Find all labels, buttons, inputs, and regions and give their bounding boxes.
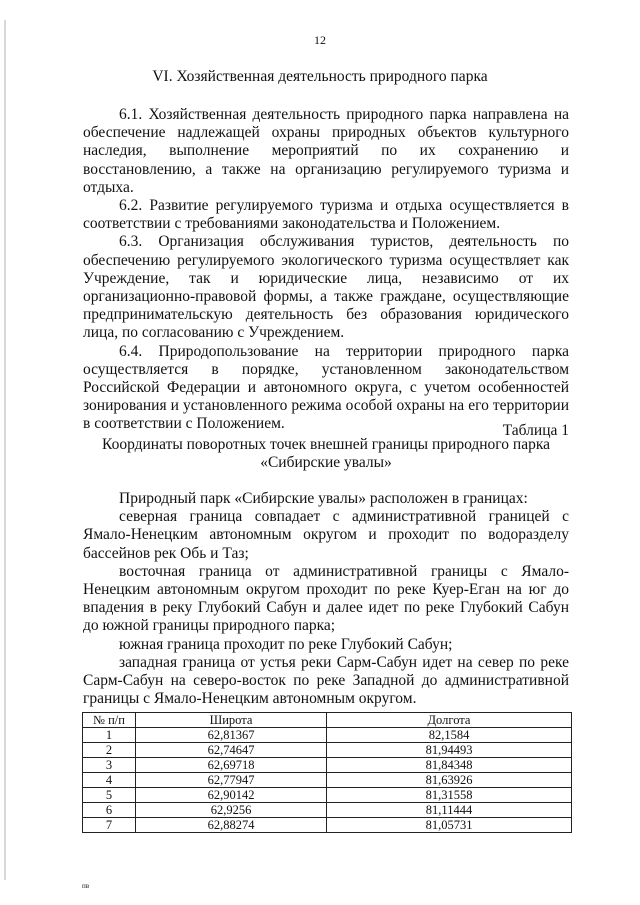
border-north: северная граница совпадает с административной границей с Ямало-Ненецким автономным округом и проходит по водоразделу бассейнов рек Обь и Таз;: [83, 508, 569, 562]
section-title: VI. Хозяйственная деятельность природного парка: [152, 68, 488, 85]
row-longitude: 81,63926: [327, 773, 572, 788]
borders-intro: Природный парк «Сибирские увалы» расположен в границах:: [119, 490, 528, 507]
row-number: 3: [83, 758, 136, 773]
table-caption-line-2: «Сибирские увалы»: [260, 454, 392, 472]
row-latitude: 62,88274: [136, 818, 327, 833]
table-caption: [83, 436, 569, 472]
table-row: [83, 818, 572, 833]
row-number: 4: [83, 773, 136, 788]
borders-description: [83, 490, 569, 708]
row-longitude: 81,11444: [327, 803, 572, 818]
row-longitude: 81,94493: [327, 743, 572, 758]
paragraph-6-2: 6.2. Развитие регулируемого туризма и отдыха осуществляется в соответствии с требованиями законодательства и Положением.: [83, 197, 569, 233]
footer-mark: пв: [82, 882, 90, 890]
row-latitude: 62,81367: [136, 728, 327, 743]
border-east: восточная граница от административной границы с Ямало-Ненецким автономным округом проходит по реке Куер-Еган на юг до впадения в реку Глубокий Сабун и далее идет по реке Глубокий Сабун до южной границы природного парка;: [83, 562, 569, 635]
scan-edge-line: [4, 20, 6, 880]
paragraph-6-3: 6.3. Организация обслуживания туристов, деятельность по обеспечению регулируемого экологического туризма осуществляет как Учреждение, так и юридические лица, независимо от их организационно-правовой формы, а также граждане, осуществляющие предпринимательскую деятельность без образования юридического лица, по согласованию с Учреждением.: [83, 233, 569, 342]
table-row: [83, 743, 572, 758]
row-number: 1: [83, 728, 136, 743]
coordinates-table: [82, 712, 572, 833]
row-number: 2: [83, 743, 136, 758]
header-latitude: Широта: [136, 713, 327, 728]
border-west: западная граница от устья реки Сарм-Сабун идет на север по реке Сарм-Сабун на северо-восток по реке Западной до административной границы с Ямало-Ненецким автономным округом.: [83, 653, 569, 708]
row-number: 6: [83, 803, 136, 818]
page-number: 12: [314, 33, 326, 47]
row-longitude: 81,31558: [327, 788, 572, 803]
paragraph-6-1: 6.1. Хозяйственная деятельность природного парка направлена на обеспечение надлежащей охраны природных объектов культурного наследия, выполнение мероприятий по их сохранению и восстановлению, а также на организацию регулируемого туризма и отдыха.: [83, 106, 569, 196]
table-caption-line-1: Координаты поворотных точек внешней границы природного парка: [102, 436, 550, 453]
table-row: [83, 788, 572, 803]
paragraph-6-4: 6.4. Природопользование на территории природного парка осуществляется в порядке, установленном законодательством Российской Федерации и автономного округа, с учетом особенностей зонирования и установленного режима особой охраны на его территории в соответствии с Положением.: [83, 342, 569, 433]
row-latitude: 62,90142: [136, 788, 327, 803]
row-latitude: 62,77947: [136, 773, 327, 788]
header-longitude: Долгота: [327, 713, 572, 728]
section-body: [83, 106, 569, 434]
border-south: южная граница проходит по реке Глубокий Сабун;: [119, 635, 453, 653]
table-header-row: [83, 713, 572, 728]
table-row: [83, 728, 572, 743]
row-latitude: 62,9256: [136, 803, 327, 818]
row-number: 7: [83, 818, 136, 833]
row-longitude: 81,84348: [327, 758, 572, 773]
header-number: № п/п: [83, 713, 136, 728]
table-row: [83, 803, 572, 818]
table-label: Таблица 1: [502, 422, 569, 439]
row-longitude: 82,1584: [327, 728, 572, 743]
row-latitude: 62,69718: [136, 758, 327, 773]
row-longitude: 81,05731: [327, 818, 572, 833]
table-row: [83, 773, 572, 788]
table-row: [83, 758, 572, 773]
row-latitude: 62,74647: [136, 743, 327, 758]
row-number: 5: [83, 788, 136, 803]
